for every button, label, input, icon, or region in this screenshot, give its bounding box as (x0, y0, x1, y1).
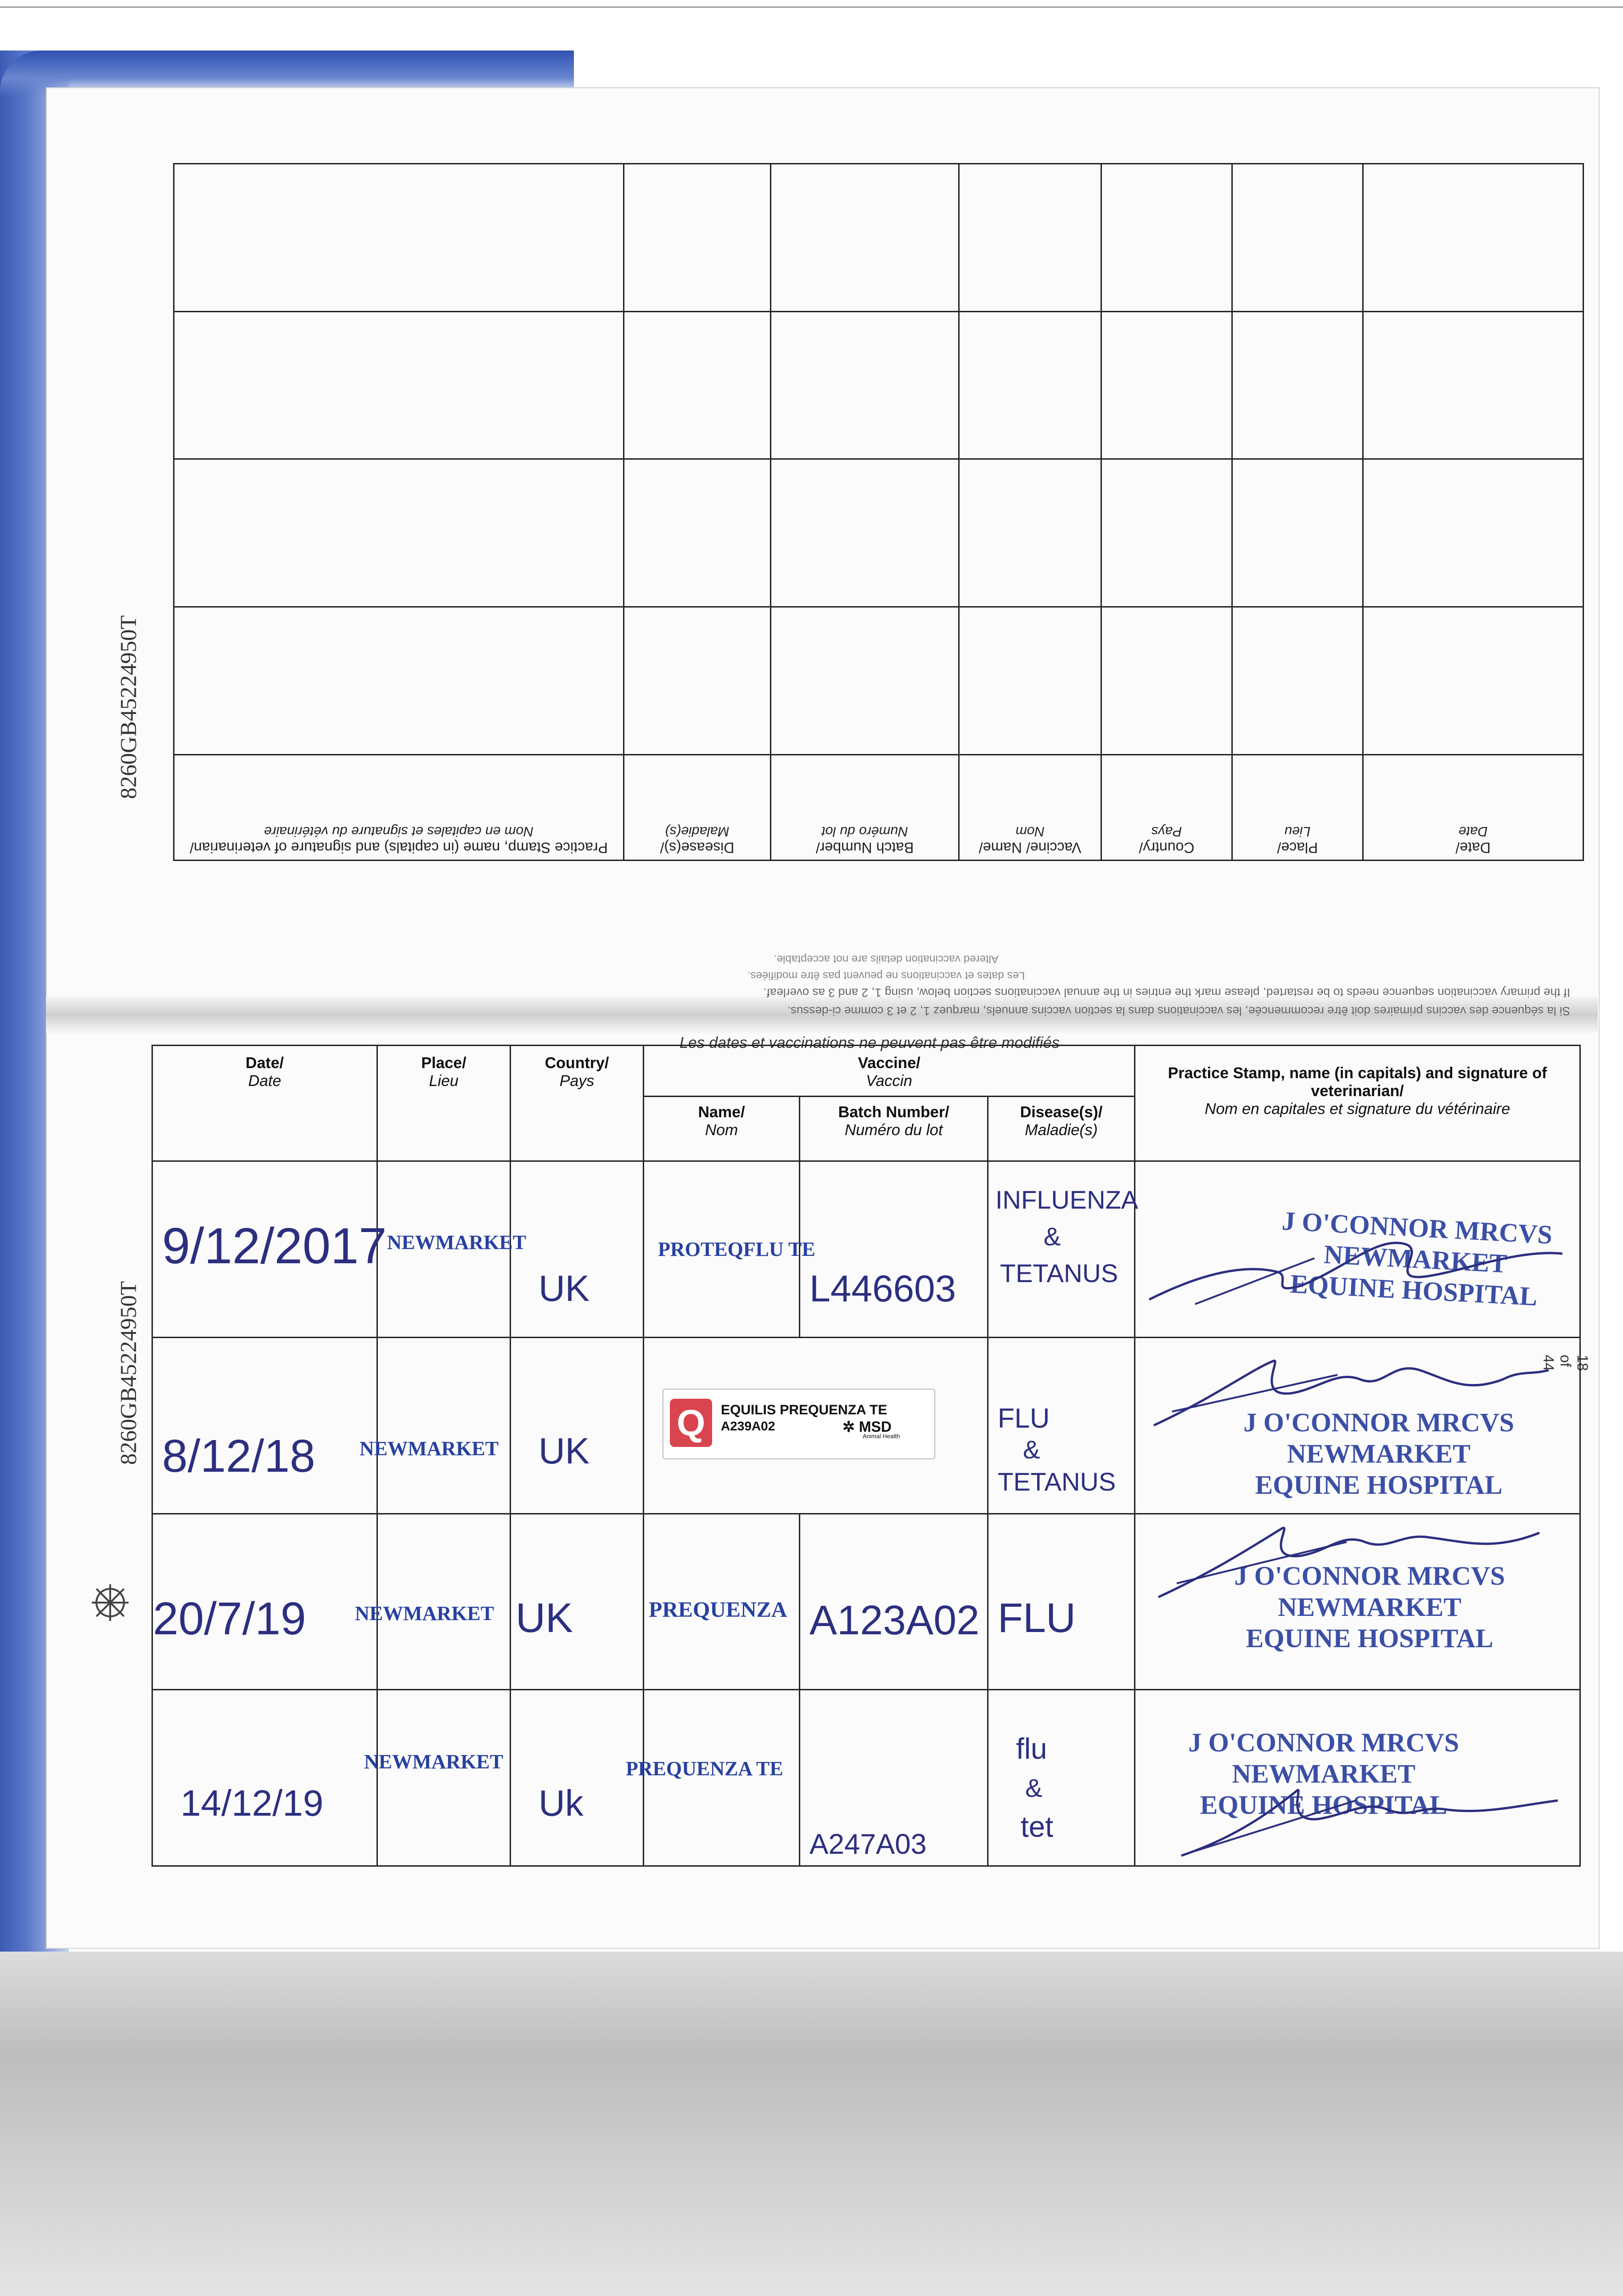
entry-batch: A247A03 (809, 1829, 927, 1861)
entry-date: 20/7/19 (153, 1593, 306, 1644)
entry-disease-line2: & (1044, 1222, 1061, 1251)
scan-shadow (0, 1952, 1623, 2296)
vet-stamp: J O'CONNOR MRCVS NEWMARKET EQUINE HOSPITAL (1281, 1206, 1553, 1312)
entry-date: 8/12/18 (162, 1430, 315, 1482)
entry-disease-line2: & (1023, 1435, 1040, 1464)
header-date: Date/ Date (152, 1046, 377, 1161)
vet-stamp: J O'CONNOR MRCVS NEWMARKET EQUINE HOSPITAL (1243, 1407, 1514, 1500)
upper-table-row (174, 311, 1584, 459)
entry-disease-line1: flu (1016, 1732, 1047, 1766)
entry-date: 14/12/19 (180, 1783, 324, 1824)
upper-vaccination-table (174, 163, 1584, 861)
entry-disease-line1: FLU (998, 1595, 1076, 1641)
upper-header-batch: Batch Number/ Numéro du lot (771, 755, 959, 861)
entry-country: Uk (539, 1783, 584, 1824)
upper-header-practice: Practice Stamp, name (in capitals) and signature of veterinarian/ Nom en capitales et signature du vétérinaire (174, 755, 624, 861)
header-batch: Batch Number/ Numéro du lot (800, 1097, 988, 1161)
entry-vaccine-name: PREQUENZA (649, 1597, 787, 1622)
entry-disease-line1: FLU (998, 1403, 1050, 1434)
note-altered: Altered vaccination details are not acceptable. (774, 953, 999, 965)
entry-place: NEWMARKET (355, 1602, 494, 1625)
sticker-batch: A239A02 (721, 1419, 775, 1434)
entry-disease-line1: INFLUENZA (995, 1185, 1139, 1215)
entry-country: UK (539, 1268, 590, 1309)
annual-vaccination-table (152, 1045, 1579, 1867)
entry-disease-line3: tet (1021, 1810, 1054, 1844)
header-country: Country/ Pays (511, 1046, 644, 1161)
upper-table-row (174, 459, 1584, 607)
upper-header-date: Date/ Date (1363, 755, 1584, 861)
entry-disease-line2: & (1025, 1773, 1043, 1803)
entry-disease-line3: TETANUS (1000, 1259, 1118, 1288)
vaccine-label-sticker (663, 1389, 935, 1459)
q-logo: Q (670, 1399, 712, 1447)
note-altered-fr: Les dates et vaccinations ne peuvent pas être modifiées. (747, 969, 1025, 982)
upper-header-vaccine-name: Vaccine/ Name/ Nom (959, 755, 1101, 861)
vet-signature (1145, 1343, 1558, 1435)
entry-place: NEWMARKET (359, 1437, 499, 1460)
scan-edge (0, 6, 1623, 8)
upper-table-row (174, 164, 1584, 312)
entry-place: NEWMARKET (364, 1750, 504, 1773)
entry-vaccine-name: PREQUENZA TE (626, 1757, 783, 1780)
table-row (152, 1161, 1580, 1338)
serial-number-lower: 8260GB45224950T (115, 1281, 141, 1465)
msd-logo: ✲ MSD Animal Health (842, 1418, 900, 1440)
serial-number-upper: 8260GB45224950T (115, 615, 141, 799)
hologram-icon (87, 1580, 133, 1626)
table-row (152, 1338, 1580, 1514)
upper-header-country: Country/ Pays (1101, 755, 1232, 861)
upper-notes (202, 951, 1570, 1020)
page-number: 18 of 44 (1540, 1355, 1591, 1371)
entry-batch: A123A02 (809, 1597, 980, 1643)
entry-vaccine-name: PROTEQFLU TE (658, 1238, 815, 1261)
vet-signature (1145, 1514, 1558, 1606)
upper-header-disease: Disease(s)/ Maladie(s) (624, 755, 771, 861)
header-disease: Disease(s)/ Maladie(s) (988, 1097, 1135, 1161)
vet-signature (1140, 1208, 1572, 1318)
header-vaccine: Vaccine/ Vaccin (644, 1046, 1135, 1097)
entry-disease-line3: TETANUS (998, 1467, 1116, 1497)
entry-batch: L446603 (809, 1268, 956, 1310)
entry-place: NEWMARKET (387, 1231, 527, 1254)
vet-stamp: J O'CONNOR MRCVS NEWMARKET EQUINE HOSPITAL (1188, 1728, 1459, 1820)
sticker-vaccine-name: EQUILIS PREQUENZA TE (721, 1402, 887, 1418)
entry-date: 9/12/2017 (162, 1218, 387, 1275)
header-practice: Practice Stamp, name (in capitals) and signature of veterinarian/ Nom en capitales et signature du vétérinaire (1135, 1046, 1580, 1161)
header-place: Place/ Lieu (377, 1046, 511, 1161)
note-primary-fr: Si la séquence des vaccins primaires doit être recommencée, les vaccinations dans la section vaccins annuels, marquez 1, 2 et 3 comme ci-dessus. (787, 1004, 1570, 1018)
table-caption: Les dates et vaccinations ne peuvent pas être modifiés (680, 1034, 1060, 1052)
note-primary: If the primary vaccination sequence needs to be restarted, please mark the entries in the annual vaccinations section below, using 1, 2 and 3 as overleaf. (763, 986, 1570, 1000)
upper-header-place: Place/ Lieu (1232, 755, 1363, 861)
vet-stamp: J O'CONNOR MRCVS NEWMARKET EQUINE HOSPITAL (1234, 1560, 1505, 1653)
table-row (152, 1514, 1580, 1690)
entry-country: UK (539, 1430, 590, 1472)
vet-signature (1172, 1773, 1567, 1865)
upper-table-row (174, 607, 1584, 755)
header-vaccine-name: Name/ Nom (644, 1097, 800, 1161)
table-row (152, 1690, 1580, 1866)
entry-country: UK (516, 1595, 573, 1641)
